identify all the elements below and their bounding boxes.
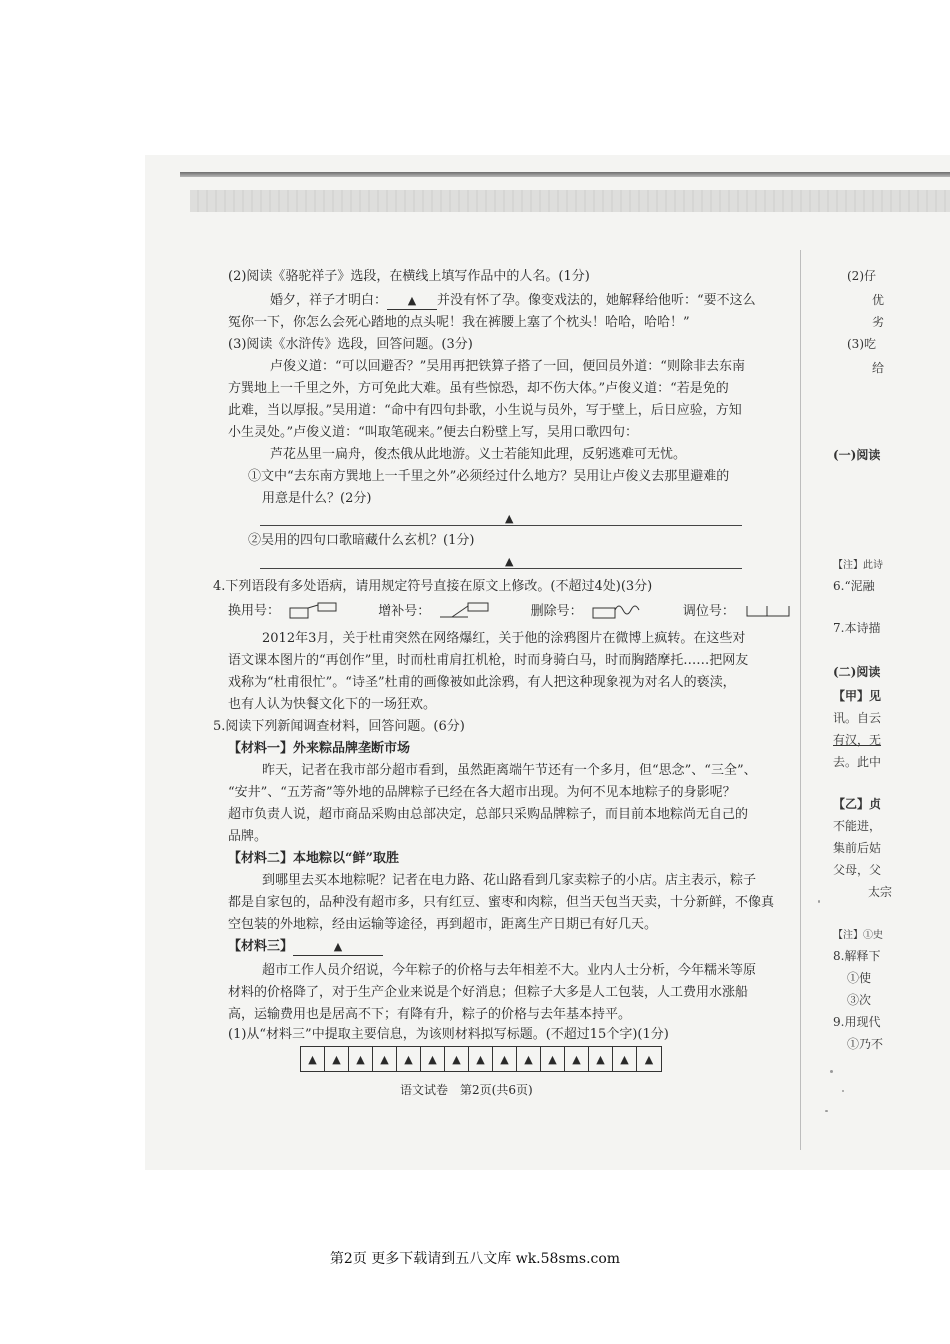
q3-2-line2: 冤你一下，你怎么会死心踏地的点头呢！我在裤腰上塞了个枕头！哈哈，哈哈！” (228, 315, 690, 330)
swap-mark-icon (743, 602, 795, 620)
material-1-title: 【材料一】外来粽品牌垄断市场 (228, 741, 411, 756)
scan-speck (830, 1070, 833, 1073)
right-col-fragment: 劣 (872, 315, 885, 329)
replace-mark-icon (288, 602, 340, 620)
material-1-line: 品牌。 (228, 829, 268, 844)
q5-sub1: (1)从“材料三”中提取主要信息，为该则材料拟写标题。(不超过15个字)(1分) (228, 1027, 669, 1042)
q4-para-line: 戏称为“杜甫很忙”。“诗圣”杜甫的画像被如此涂鸦，有人把这种现象视为对名人的亵渎， (228, 675, 736, 690)
right-col-fragment: 不能进， (833, 819, 882, 833)
right-col-fragment: (二)阅读 (833, 665, 881, 679)
insert-mark-icon (438, 602, 492, 620)
right-col-fragment: 7.本诗描 (833, 621, 881, 635)
answer-cell[interactable]: ▲ (397, 1047, 421, 1071)
q3-3-para-line: 方巽地上一千里之外，方可免此大难。虽有些惊恐，却不伤大体。”卢俊义道：“若是免的 (228, 381, 729, 396)
right-col-fragment: 【甲】见 (833, 689, 882, 703)
q3-3-sub2: ②吴用的四句口歌暗藏什么玄机？(1分) (248, 533, 475, 548)
right-col-fragment: 去。此中 (833, 755, 882, 769)
right-col-fragment: 给 (872, 361, 885, 375)
q4-para-line: 语文课本图片的“再创作”里，时而杜甫肩扛机枪，时而身骑白马，时而胸踏摩托……把网友 (228, 653, 749, 668)
q3-3-answer-line[interactable] (260, 525, 742, 526)
right-col-fragment: 6.“泥融 (833, 579, 875, 593)
material-3-line: 高，运输费用也是居高不下；有降有升，粽子的价格与去年基本持平。 (228, 1007, 632, 1022)
right-col-fragment: ③次 (847, 993, 872, 1007)
delete-mark-icon (591, 602, 649, 620)
page-footer: 语文试卷 第2页(共6页) (400, 1083, 533, 1097)
material-2-line: 都是自家包的，品种没有超市多，只有红豆、蜜枣和肉粽，但当天包当天卖，十分新鲜，不像真 (228, 895, 775, 910)
q3-3-poem: 芦花丛里一扁舟，俊杰俄从此地游。义士若能知此理，反躬逃难可无忧。 (270, 447, 687, 462)
scan-speck (842, 1090, 844, 1092)
right-col-fragment: (2)仔 (847, 269, 876, 283)
answer-cell[interactable]: ▲ (301, 1047, 325, 1071)
right-col-fragment: 【乙】贞 (833, 797, 882, 811)
right-col-fragment: 优 (872, 293, 885, 307)
right-col-fragment: 父母，父 (833, 863, 882, 877)
right-col-fragment: ①使 (847, 971, 872, 985)
material-2-title: 【材料二】本地粽以“鲜”取胜 (228, 851, 399, 866)
right-col-fragment: (一)阅读 (833, 448, 881, 462)
scan-speck (825, 1110, 828, 1112)
material-1-line: “安井”、“五芳斋”等外地的品牌粽子已经在各大超市出现。为何不见本地粽子的身影呢？ (228, 785, 736, 800)
answer-cell[interactable]: ▲ (613, 1047, 637, 1071)
material-1-line: 超市负责人说，超市商品采购由总部决定，总部只采购品牌粽子，而目前本地粽尚无自己的 (228, 807, 749, 822)
right-col-fragment: 【注】①史 (833, 930, 883, 941)
right-col-fragment: ①乃不 (847, 1037, 884, 1051)
q3-3-para-line: 小生灵处。”卢俊义道：“叫取笔砚来。”便去白粉壁上写，吴用口歌四句： (228, 425, 638, 440)
right-col-fragment: (3)吃 (847, 337, 876, 351)
answer-cell[interactable]: ▲ (493, 1047, 517, 1071)
q4-para-line: 也有人认为快餐文化下的一场狂欢。 (228, 697, 437, 712)
right-col-fragment: 有汉，无 (833, 733, 882, 747)
right-col-fragment: 【注】此诗 (833, 560, 883, 571)
material-3-title: 【材料三】 ▲ (228, 938, 383, 956)
q3-3-para-line: 卢俊义道：“可以回避否？”吴用再把铁算子搭了一回，便回员外道：“则除非去东南 (270, 359, 745, 374)
material-2-line: 到哪里去买本地粽呢？记者在电力路、花山路看到几家卖粽子的小店。店主表示，粽子 (262, 873, 757, 888)
answer-cell[interactable]: ▲ (565, 1047, 589, 1071)
q3-3-prompt: (3)阅读《水浒传》选段，回答问题。(3分) (228, 337, 473, 352)
q3-2-prompt: (2)阅读《骆驼祥子》选段，在横线上填写作品中的人名。(1分) (228, 269, 590, 284)
q4-para-line: 2012年3月，关于杜甫突然在网络爆红，关于他的涂鸦图片在微博上疯转。在这些对 (262, 631, 746, 646)
answer-grid[interactable] (300, 1046, 662, 1072)
answer-cell[interactable]: ▲ (349, 1047, 373, 1071)
answer-cell[interactable]: ▲ (644, 1052, 654, 1066)
q3-3-sub1: ①文中“去东南方巽地上一千里之外”必须经过什么地方？吴用让卢俊义去那里避难的 (248, 469, 730, 484)
answer-cell[interactable]: ▲ (469, 1047, 493, 1071)
answer-cell[interactable]: ▲ (589, 1047, 613, 1071)
q5-prompt: 5.阅读下列新闻调查材料，回答问题。(6分) (213, 719, 465, 734)
download-note: 第2页 更多下载请到五八文库 wk.58sms.com (329, 1251, 621, 1267)
q3-2-line1: 婚夕，祥子才明白： ▲ 并没有怀了孕。像变戏法的，她解释给他听：“要不这么 (270, 293, 756, 308)
answer-cell[interactable]: ▲ (517, 1047, 541, 1071)
column-divider (800, 250, 801, 1150)
right-col-fragment: 集前后姑 (833, 841, 882, 855)
material-3-title-blank[interactable]: ▲ (293, 938, 383, 956)
right-col-fragment: 讯。自云 (833, 711, 882, 725)
q3-3-para-line: 此难，当以厚报。”吴用道：“命中有四句卦歌，小生说与员外，写于壁上，后日应验，方知 (228, 403, 742, 418)
q3-3-answer-mark: ▲ (505, 512, 514, 525)
material-3-line: 超市工作人员介绍说，今年粽子的价格与去年相差不大。业内人士分析，今年糯米等原 (262, 963, 757, 978)
answer-cell[interactable]: ▲ (445, 1047, 469, 1071)
answer-cell[interactable]: ▲ (325, 1047, 349, 1071)
q3-3-answer-line[interactable] (260, 568, 742, 569)
q4-symbols: 换用号： 增补号： 删除号： 调位号： (228, 602, 799, 620)
material-3-line: 材料的价格降了，对于生产企业来说是个好消息；但粽子大多是人工包装，人工费用水涨船 (228, 985, 749, 1000)
q3-3-answer-mark: ▲ (505, 555, 514, 568)
q4-prompt: 4.下列语段有多处语病，请用规定符号直接在原文上修改。(不超过4处)(3分) (213, 579, 653, 594)
material-2-line: 空包装的外地粽，经由运输等途径，再到超市，距离生产日期已有好几天。 (228, 917, 658, 932)
q3-2-blank[interactable]: ▲ (387, 292, 437, 310)
scan-speck (818, 900, 820, 903)
right-col-fragment: 太宗 (868, 885, 893, 899)
right-col-fragment: 8.解释下 (833, 949, 881, 963)
answer-cell[interactable]: ▲ (373, 1047, 397, 1071)
right-col-fragment: 9.用现代 (833, 1015, 881, 1029)
material-1-line: 昨天，记者在我市部分超市看到，虽然距离端午节还有一个多月，但“思念”、“三全”、 (262, 763, 757, 778)
q3-3-sub1-cont: 用意是什么？(2分) (262, 491, 372, 506)
page-header-band (190, 190, 950, 212)
page-top-edge (180, 172, 950, 177)
answer-cell[interactable]: ▲ (541, 1047, 565, 1071)
answer-cell[interactable]: ▲ (421, 1047, 445, 1071)
